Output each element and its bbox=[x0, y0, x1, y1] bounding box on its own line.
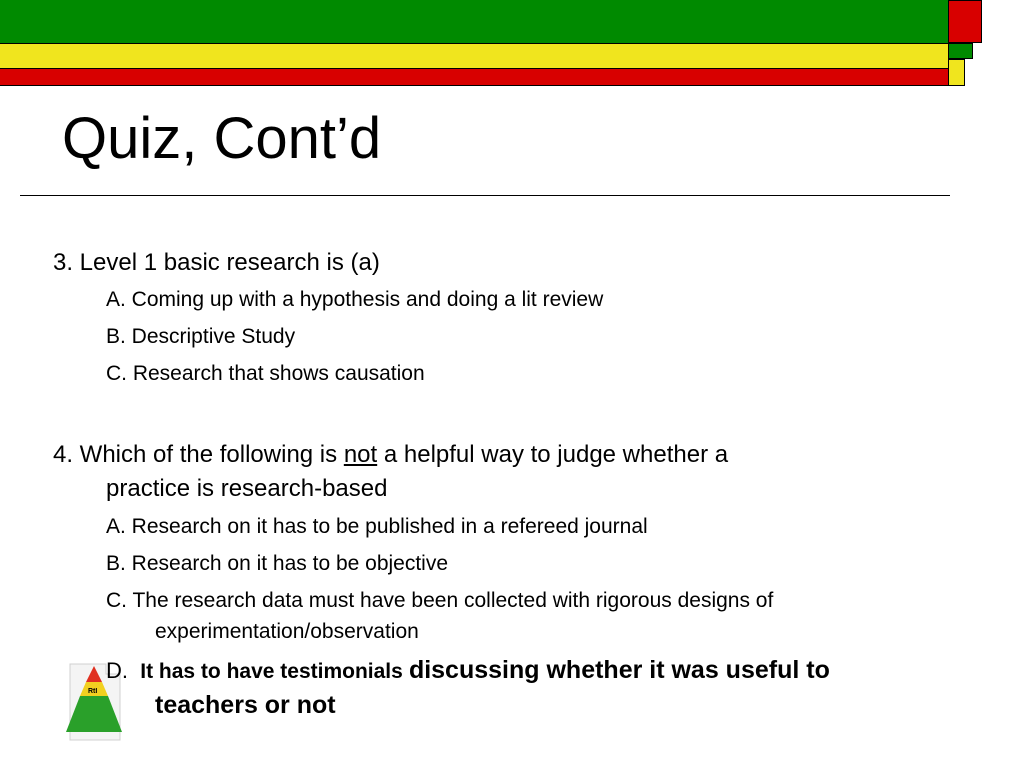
header-red-square bbox=[948, 0, 982, 43]
q4-option-a: A. Research on it has to be published in a refereed journal bbox=[106, 515, 648, 538]
question-4-emphasis: not bbox=[343, 441, 378, 468]
q4-option-d bbox=[106, 655, 830, 687]
slide-title: Quiz, Cont’d bbox=[62, 106, 382, 171]
rti-logo-text: RtI bbox=[88, 688, 98, 695]
question-4-start: 4. Which of the following is bbox=[53, 441, 344, 468]
question-4-end: a helpful way to judge whether a bbox=[377, 441, 729, 468]
q3-option-a: A. Coming up with a hypothesis and doing a lit review bbox=[106, 288, 604, 311]
q4-option-c-continued: experimentation/observation bbox=[155, 620, 419, 643]
question-4 bbox=[53, 438, 728, 472]
question-3: 3. Level 1 basic research is (a) bbox=[53, 249, 380, 276]
header-yellow-square bbox=[948, 59, 965, 86]
header-green-band bbox=[0, 0, 948, 44]
q4-option-c: C. The research data must have been collected with rigorous designs of bbox=[106, 589, 774, 612]
q3-option-c: C. Research that shows causation bbox=[106, 362, 425, 385]
header-yellow-band bbox=[0, 44, 948, 69]
q4-option-d-continued: teachers or not bbox=[155, 691, 336, 719]
header-red-band bbox=[0, 69, 948, 86]
q3-option-b: B. Descriptive Study bbox=[106, 325, 296, 348]
header-green-square bbox=[948, 43, 973, 59]
q4-option-b: B. Research on it has to be objective bbox=[106, 552, 449, 575]
question-4-line-2: practice is research-based bbox=[106, 475, 388, 502]
q4-option-d-large: discussing whether it was useful to bbox=[408, 656, 830, 684]
q4-option-d-letter: D. bbox=[106, 658, 128, 683]
q4-option-d-small: It has to have testimonials bbox=[140, 660, 403, 683]
title-divider bbox=[20, 195, 950, 196]
